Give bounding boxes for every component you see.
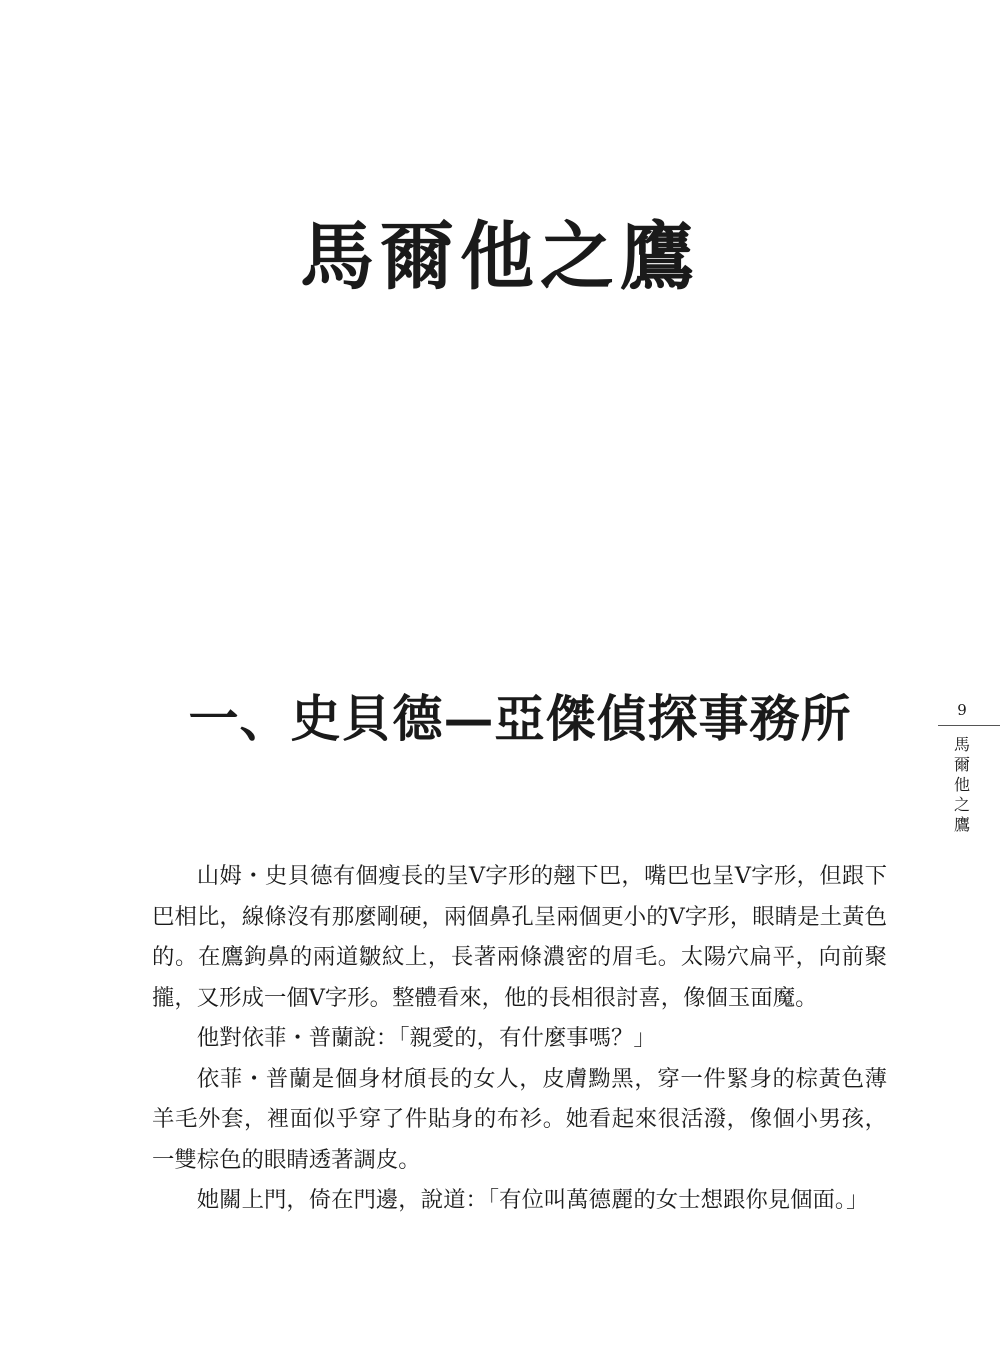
running-title-char: 他: [953, 775, 970, 794]
paragraph: 山姆・史貝德有個瘦長的呈V字形的翹下巴，嘴巴也呈V字形，但跟下巴相比，線條沒有那麼剛硬，兩個鼻孔呈兩個更小的V字形，眼睛是土黃色的。在鷹鉤鼻的兩道皺紋上，長著兩條濃密的眉毛。太陽穴扁平，向前聚攏，又形成一個V字形。整體看來，他的長相很討喜，像個玉面魔。: [152, 863, 887, 1011]
paragraph: 依菲・普蘭是個身材頎長的女人，皮膚黝黑，穿一件緊身的棕黃色薄羊毛外套，裡面似乎穿了件貼身的布衫。她看起來很活潑，像個小男孩，一雙棕色的眼睛透著調皮。: [152, 1065, 887, 1173]
running-title: [948, 735, 976, 835]
body-text: [152, 856, 887, 1221]
margin-divider: [938, 725, 1000, 726]
book-title: 馬爾他之鷹: [300, 214, 700, 300]
paragraph: 他對依菲・普蘭說：「親愛的，有什麼事嗎？」: [196, 1025, 656, 1051]
running-title-char: 之: [953, 795, 970, 814]
running-title-char: 爾: [953, 755, 970, 774]
page-number: 9: [957, 701, 967, 719]
paragraph: 她關上門，倚在門邊，說道：「有位叫萬德麗的女士想跟你見個面。」: [196, 1187, 869, 1213]
running-title-char: 馬: [953, 735, 970, 754]
running-title-char: 鷹: [953, 815, 970, 834]
chapter-title: 一、史貝德—亞傑偵探事務所: [188, 689, 852, 748]
